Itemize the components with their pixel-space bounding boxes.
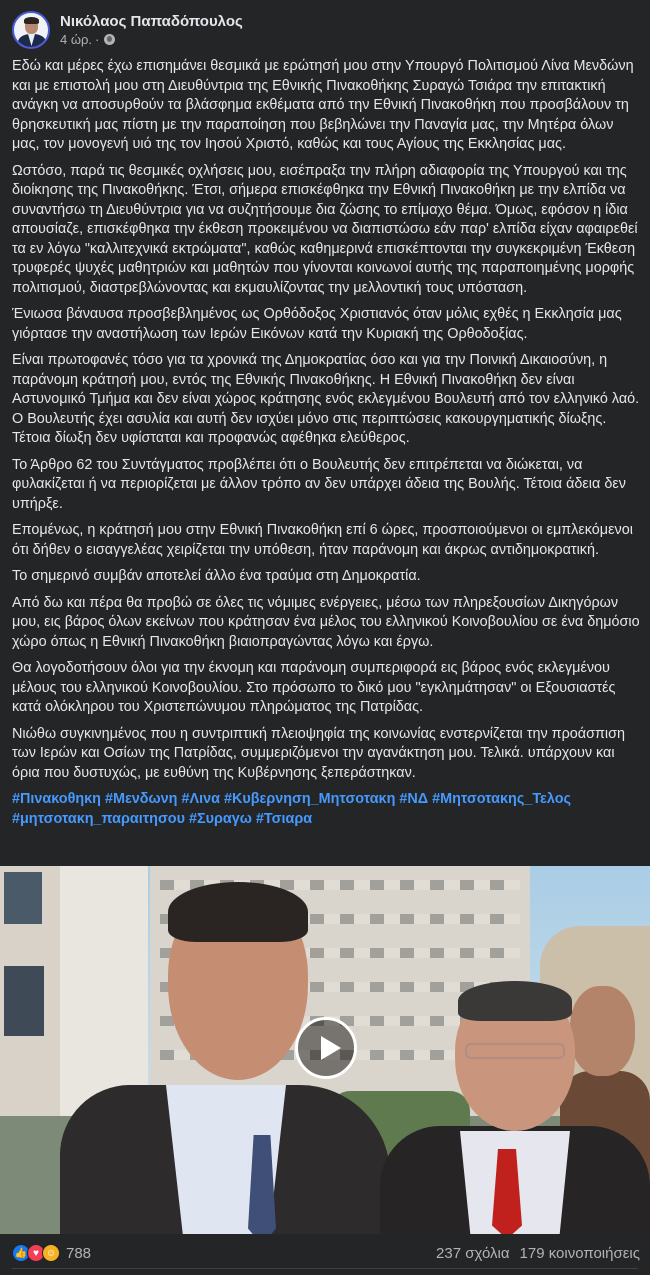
comments-count-link[interactable]: 237 σχόλια <box>436 1244 510 1262</box>
post-header <box>12 10 243 50</box>
reaction-count[interactable]: 788 <box>66 1244 92 1262</box>
author-name[interactable]: Νικόλαος Παπαδόπουλος <box>60 12 243 30</box>
hashtag-link[interactable]: #Συραγω <box>188 810 252 827</box>
globe-icon <box>104 34 115 45</box>
hashtag-list <box>12 790 642 829</box>
post-paragraph: Νιώθω συγκινημένος που η συντριπτική πλειοψηφία της κοινωνίας ενστερνίζεται την προάσπιση των Ιερών και Οσίων της Πατρίδας, συμμεριζόμενοι την αγανάκτηση μου. Τελικά. υπάρχουν και όρια που δυστυχώς, με ευθύνη της Κυβέρνησης ξεπεράστηκαν. <box>12 725 625 781</box>
hashtag-link[interactable]: #ΝΔ <box>399 791 429 807</box>
meta-separator: · <box>95 31 100 47</box>
header-text <box>60 13 243 48</box>
footer-divider <box>12 1268 638 1269</box>
post-timestamp[interactable]: 4 ώρ. <box>60 31 92 47</box>
post-paragraph: Ένιωσα βάναυσα προσβεβλημένος ως Ορθόδοξος Χριστιανός όταν μόλις εχθές η Εκκλησία μας γιόρτασε την αναστήλωση των Ιερών Εικόνων κατά την Κυριακή της Ορθοδοξίας. <box>12 306 622 342</box>
post-paragraph: Εδώ και μέρες έχω επισημάνει θεσμικά με ερώτησή μου στην Υπουργό Πολιτισμού Λίνα Μενδώνη και με επιστολή μου στη Διευθύντρια της Εθνικής Πινακοθήκης Συραγώ Τσιάρα την επιτακτική ανάγκη να αποσυρθούν τα βλάσφημα εκθέματα από την Εθνική Πινακοθήκη που προσβάλουν τη θρησκευτική μας πίστη με την παραποίηση που βεβηλώνει την Παναγία μας, την Μητέρα όλων μας, τον μονογενή υιό της τον Ιησού Χριστό, καθώς και τους Αγίους της Εκκλησίας μας. <box>12 58 634 152</box>
engagement-counts <box>436 1245 640 1262</box>
post-body <box>12 57 642 836</box>
play-icon[interactable] <box>295 1017 357 1079</box>
post-footer <box>12 1240 640 1266</box>
avatar-hair <box>24 17 39 24</box>
hashtag-link[interactable]: #Πινακοθηκη <box>12 791 101 807</box>
post-paragraph: Από δω και πέρα θα προβώ σε όλες τις νόμιμες ενέργειες, μέσω των πληρεξουσίων Δικηγόρων μου, εις βάρος όλων εκείνων που κράτησαν ένα μέλος του ελληνικού Κοινοβουλίου σε ένα δημόσιο χώρο όπως η Εθνική Πινακοθήκη βιαιοπραγώντας λόγω και έργω. <box>12 594 640 650</box>
video-person <box>380 981 650 1234</box>
hashtag-link[interactable]: #Τσιαρα <box>255 810 313 827</box>
hashtag-link[interactable]: #Κυβερνηση_Μητσοτακη <box>223 791 396 807</box>
post-meta <box>60 31 243 48</box>
heart-icon: ♥ <box>27 1244 45 1262</box>
hashtag-link[interactable]: #μητσοτακη_παραιτησου <box>12 810 185 827</box>
hashtag-link[interactable]: #Λινα <box>181 791 220 807</box>
hashtag-link[interactable]: #Μενδωνη <box>104 791 178 807</box>
care-icon: ☺ <box>42 1244 60 1262</box>
reactions-summary[interactable] <box>12 1244 91 1262</box>
post-paragraph: Το Άρθρο 62 του Συντάγματος προβλέπει ότι ο Βουλευτής δεν επιτρέπεται να διώκεται, να φυλακίζεται ή να περιορίζεται με άλλον τρόπο αν δεν υπάρχει άδεια της Βουλής. Τέτοια άδεια δεν υπήρξε. <box>12 456 626 512</box>
hashtag-link[interactable]: #Μητσοτακης_Τελος <box>432 791 571 807</box>
like-icon: 👍 <box>12 1244 30 1262</box>
post-paragraph: Επομένως, η κράτησή μου στην Εθνική Πινακοθήκη επί 6 ώρες, προσποιούμενοι οι εμπλεκόμενοι ότι δήθεν ο εισαγγελέας χειρίζεται την υπόθεση, ήταν παράνομη και άκρως αντιδημοκρατική. <box>12 522 633 558</box>
video-player[interactable] <box>0 866 650 1234</box>
post-paragraph: Το σημερινό συμβάν αποτελεί άλλο ένα τραύμα στη Δημοκρατία. <box>12 568 421 584</box>
shares-count-link[interactable]: 179 κοινοποιήσεις <box>519 1244 640 1262</box>
post-paragraph: Ωστόσο, παρά τις θεσμικές οχλήσεις μου, εισέπραξα την πλήρη αδιαφορία της Υπουργού και της διοίκησης της Πινακοθήκης. Έτσι, σήμερα επισκέφθηκα την Εθνική Πινακοθήκη με την ελπίδα να συναντήσω τη Διευθύντρια για να συζητήσουμε δια ζώσης το επίμαχο θέμα. Όμως, εφόσον η ίδια απουσίαζε, επισκέφθηκα την έκθεση προκειμένου να διαπιστώσω εάν παρ' ελπίδα είχαν αφαιρεθεί τα εν λόγω "καλλιτεχνικά εκτρώματα", καθώς καθημερινά επισκέπτονται την συγκεκριμένη Έκθεση τρυφερές ψυχές μαθητριών και μαθητών που γίνονται κοινωνοί αυτής της παραποιημένης μορφής πολιτισμού, διαστρεβλώνοντας και εκμαυλίζοντας την μελλοντική τους υπόσταση. <box>12 162 638 296</box>
author-avatar[interactable] <box>12 11 50 49</box>
post-paragraph: Θα λογοδοτήσουν όλοι για την έκνομη και παράνομη συμπεριφορά εις βάρος ενός εκλεγμένου μέλους του ελληνικού Κοινοβουλίου. Στο πρόσωπο το δικό μου "εγκλημάτησαν" οι Εξουσιαστές κατά ολόκληρου του Χριστεπώνυμου πληρώματος της Πατρίδας. <box>12 660 616 715</box>
post-paragraph: Είναι πρωτοφανές τόσο για τα χρονικά της Δημοκρατίας όσο και για την Ποινική Δικαιοσύνη, η παράνομη κράτησή μου, εντός της Εθνικής Πινακοθήκης. Η Εθνική Πινακοθήκη δεν είναι Αστυνομικό Τμήμα και δεν είναι χώρος κράτησης ενός εκλεγμένου Βουλευτή από τον ελληνικό λαό. Ο Βουλευτής έχει ασυλία και αυτή δεν ισχύει μόνο στις περιπτώσεις κακουργηματικής δίωξης. Τέτοια δίωξη δεν υφίσταται και προφανώς αφέθηκα ελεύθερος. <box>12 352 640 446</box>
